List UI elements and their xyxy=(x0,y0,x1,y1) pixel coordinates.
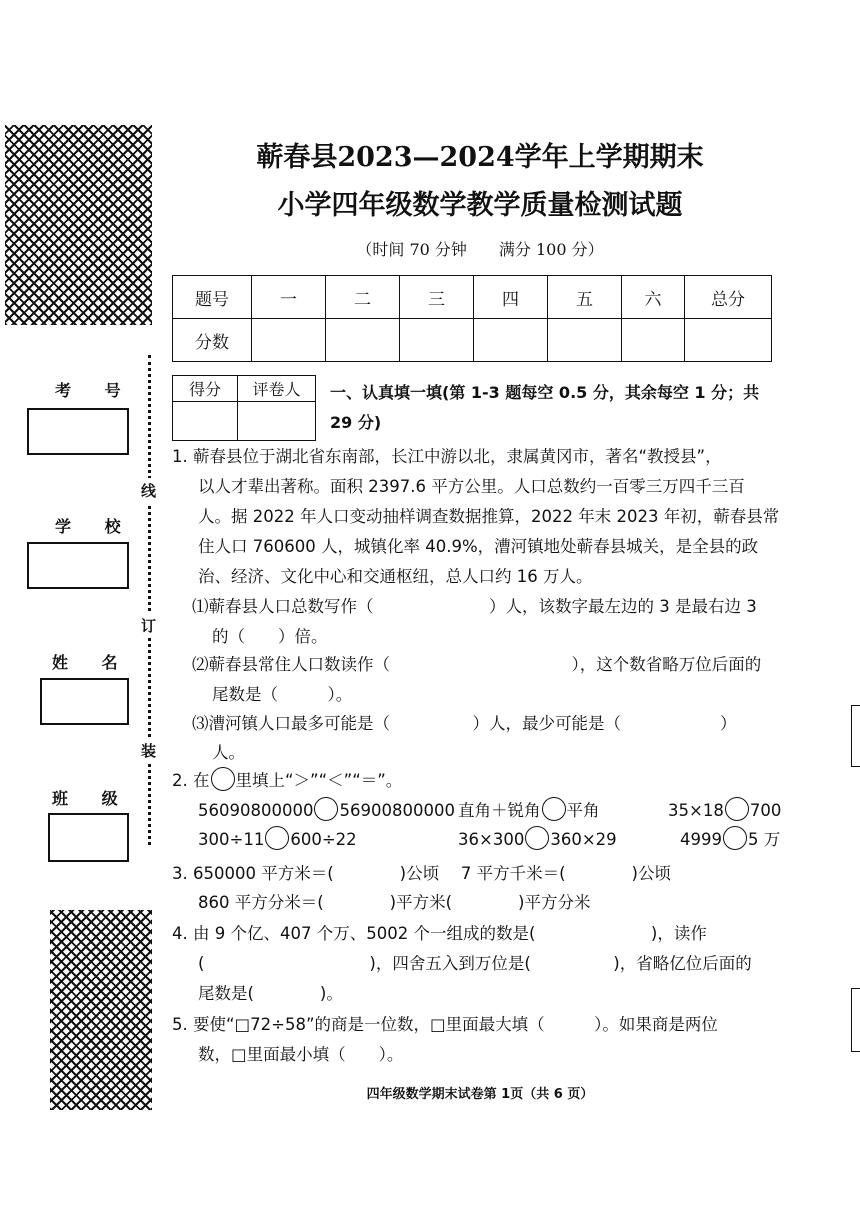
compare-right: 平角 xyxy=(566,801,600,820)
compare-left: 35×18 xyxy=(668,801,724,820)
binding-char-ding: 订 xyxy=(141,613,156,638)
q1-line-1: 1. 蕲春县位于湖北省东南部，长江中游以北，隶属黄冈市，著名“教授县”， xyxy=(172,447,722,466)
q1-sub-2-line-2: 尾数是（ ）。 xyxy=(212,685,353,704)
q1-line-3: 人。据 2022 年人口变动抽样调查数据推算，2022 年末 2023 年初，蕲春县常 xyxy=(198,507,780,526)
score-input-cell[interactable] xyxy=(400,319,474,362)
q3-line-1: 3. 650000 平方米＝( )公顷 7 平方千米＝( )公顷 xyxy=(172,864,671,883)
binding-dotted-line xyxy=(148,355,151,845)
exam-no-label: 考 号 xyxy=(55,381,135,400)
score-input-cell[interactable] xyxy=(474,319,548,362)
score-cell: 六 xyxy=(622,276,685,319)
q2-compare-f xyxy=(680,826,780,850)
score-input-cell[interactable] xyxy=(622,319,685,362)
q4-line-3: 尾数是( )。 xyxy=(198,984,343,1003)
grader-name-header: 评卷人 xyxy=(238,376,316,402)
exam-no-box[interactable] xyxy=(27,408,129,455)
name-label: 姓 名 xyxy=(52,653,132,672)
score-input-cell[interactable] xyxy=(252,319,326,362)
score-cell: 题号 xyxy=(173,276,252,319)
class-box[interactable] xyxy=(48,813,129,862)
q1-sub-1-line-2: 的（ ）倍。 xyxy=(212,627,328,646)
q2-instruction-tail: 里填上“＞”“＜”“＝”。 xyxy=(235,771,403,790)
score-cell: 总分 xyxy=(685,276,772,319)
score-cell: 五 xyxy=(548,276,622,319)
q4-line-1: 4. 由 9 个亿、407 个万、5002 个一组成的数是( )，读作 xyxy=(172,924,707,943)
class-label: 班 级 xyxy=(52,789,132,808)
grader-score-header: 得分 xyxy=(173,376,238,402)
score-table-score-row xyxy=(173,319,772,362)
q2-compare-b xyxy=(458,797,600,821)
section-1-heading-line-1: 一、认真填一填(第 1-3 题每空 0.5 分，其余每空 1 分；共 xyxy=(330,383,760,402)
q1-line-4: 住人口 760600 人，城镇化率 40.9%，漕河镇地处蕲春县城关，是全县的政 xyxy=(198,537,759,556)
score-cell: 四 xyxy=(474,276,548,319)
score-cell: 二 xyxy=(326,276,400,319)
compare-left: 56090800000 xyxy=(198,801,314,820)
binding-char-zhuang: 装 xyxy=(141,738,156,763)
hatch-pattern-bottom xyxy=(50,910,152,1110)
right-edge-mark xyxy=(851,988,860,1052)
title-line-1: 蕲春县2023—2024学年上学期期末 xyxy=(256,142,704,173)
score-cell: 三 xyxy=(400,276,474,319)
section-1-heading xyxy=(330,378,759,438)
q2-compare-d xyxy=(198,826,357,850)
school-box[interactable] xyxy=(27,542,129,589)
hatch-pattern-top xyxy=(5,125,152,325)
compare-right: 600÷22 xyxy=(290,830,357,849)
compare-left: 300÷11 xyxy=(198,830,265,849)
compare-right: 56900800000 xyxy=(339,801,455,820)
compare-right: 700 xyxy=(749,801,782,820)
score-cell: 一 xyxy=(252,276,326,319)
grader-score-cell[interactable] xyxy=(173,402,238,441)
compare-right: 5 万 xyxy=(748,830,781,849)
answer-circle-icon[interactable] xyxy=(723,826,747,850)
answer-circle-icon[interactable] xyxy=(265,826,289,850)
q2-compare-a xyxy=(198,797,455,821)
q5-line-1: 5. 要使“□72÷58”的商是一位数，□里面最大填（ ）。如果商是两位 xyxy=(172,1015,718,1034)
q1-sub-1-line-1: ⑴蕲春县人口总数写作（ ）人，该数字最左边的 3 是最右边 3 xyxy=(192,597,757,616)
q4-line-2: ( )，四舍五入到万位是( )，省略亿位后面的 xyxy=(198,954,752,973)
grader-name-cell[interactable] xyxy=(238,402,316,441)
q2-compare-e xyxy=(458,826,617,850)
q2-instruction xyxy=(172,767,402,791)
score-input-cell[interactable] xyxy=(548,319,622,362)
compare-left: 4999 xyxy=(680,830,722,849)
compare-right: 360×29 xyxy=(550,830,617,849)
title-line-2: 小学四年级数学教学质量检测试题 xyxy=(277,190,683,221)
score-input-cell[interactable] xyxy=(685,319,772,362)
q5-line-2: 数，□里面最小填（ ）。 xyxy=(198,1045,404,1064)
q3-line-2: 860 平方分米＝( )平方米( )平方分米 xyxy=(198,893,591,912)
grader-table xyxy=(172,375,316,441)
q1-sub-3-line-1: ⑶漕河镇人口最多可能是（ ）人，最少可能是（ ） xyxy=(192,714,737,733)
answer-circle-icon[interactable] xyxy=(542,797,566,821)
q1-sub-3-line-2: 人。 xyxy=(212,743,245,762)
score-table xyxy=(172,275,772,362)
q1-line-5: 治、经济、文化中心和交通枢纽，总人口约 16 万人。 xyxy=(198,567,593,586)
q2-compare-c xyxy=(668,797,781,821)
q1-sub-2-line-1: ⑵蕲春县常住人口数读作（ ），这个数省略万位后面的 xyxy=(192,655,762,674)
compare-left: 直角＋锐角 xyxy=(458,801,541,820)
section-1-heading-line-2: 29 分) xyxy=(330,413,382,432)
binding-char-xian: 线 xyxy=(141,478,156,503)
score-input-cell[interactable] xyxy=(326,319,400,362)
answer-circle-icon[interactable] xyxy=(725,797,749,821)
answer-circle-icon[interactable] xyxy=(314,797,338,821)
page-footer: 四年级数学期末试卷第 1页（共 6 页） xyxy=(366,1087,594,1102)
score-table-header-row xyxy=(173,276,772,319)
answer-circle-icon[interactable] xyxy=(525,826,549,850)
compare-circle-icon xyxy=(211,767,235,791)
compare-left: 36×300 xyxy=(458,830,525,849)
time-note: （时间 70 分钟 满分 100 分） xyxy=(356,240,604,259)
right-edge-mark xyxy=(851,705,860,767)
q2-instruction-head: 2. 在 xyxy=(172,771,210,790)
school-label: 学 校 xyxy=(55,517,135,536)
q1-line-2: 以人才辈出著称。面积 2397.6 平方公里。人口总数约一百零三万四千三百 xyxy=(198,477,745,496)
name-box[interactable] xyxy=(40,678,129,725)
score-row-label: 分数 xyxy=(173,319,252,362)
